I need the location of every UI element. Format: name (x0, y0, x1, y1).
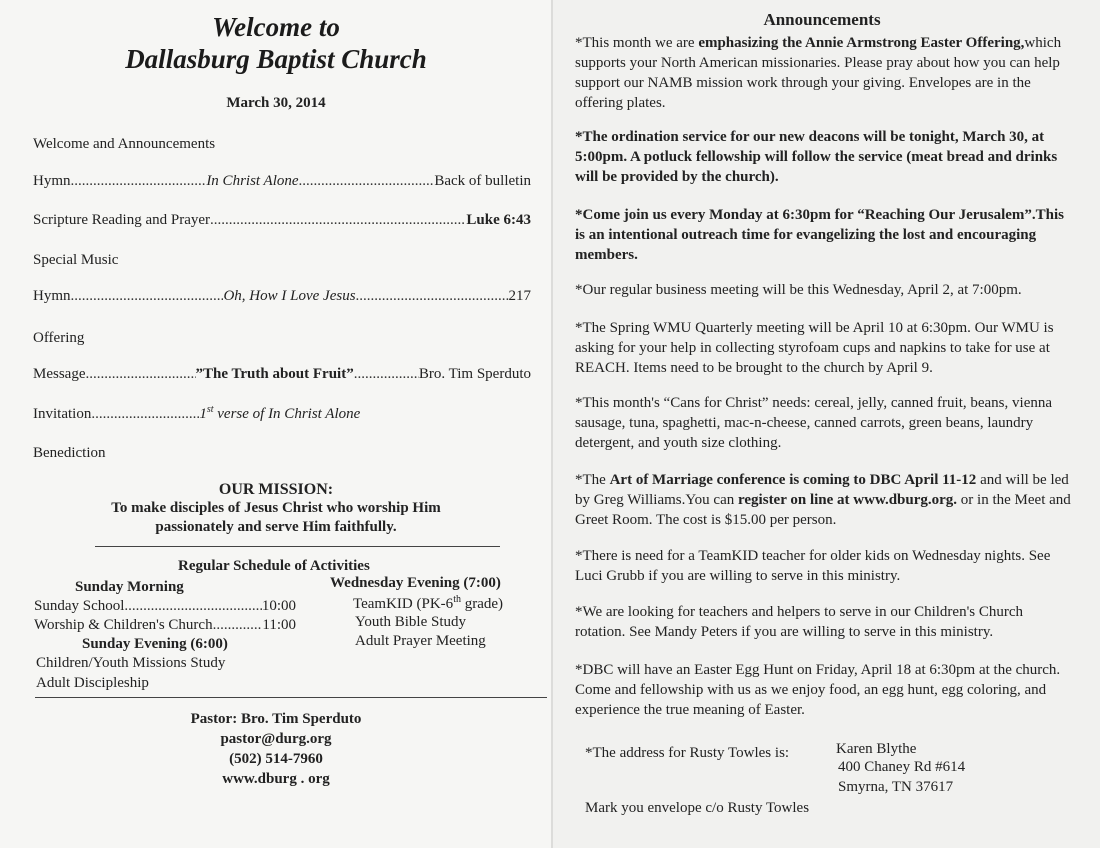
pastor-email: pastor@durg.org (220, 731, 332, 747)
address-line-3: Smyrna, TN 37617 (838, 779, 954, 795)
address-line-2: 400 Chaney Rd #614 (838, 759, 966, 775)
announcement-business-meeting: *Our regular business meeting will be this Wednesday, April 2, at 7:00pm. (575, 282, 1022, 298)
schedule-adult-prayer: Adult Prayer Meeting (355, 633, 486, 649)
schedule-worship: Worship & Children's Church ..... 11:00 (34, 617, 296, 634)
order-special-music: Special Music (33, 252, 119, 268)
order-scripture: Scripture Reading and Prayer ..... Luke 6:43 (33, 212, 531, 229)
schedule-heading: Regular Schedule of Activities (178, 558, 370, 574)
announcement-cans-for-christ: *This month's “Cans for Christ” needs: cereal, jelly, canned fruit, beans, vienna sausage, tuna, spaghetti, mac-n-cheese, canned carrots, green beans, laundry detergent, and youth size clothing. (575, 395, 1053, 451)
order-invitation: Invitation ..... 1st verse of In Christ Alone (33, 404, 531, 423)
mission-line-1: To make disciples of Jesus Christ who worship Him (111, 500, 441, 516)
order-offering: Offering (33, 330, 85, 346)
church-website: www.dburg . org (222, 771, 330, 787)
schedule-teamkid: TeamKID (PK-6th grade) (353, 594, 504, 612)
address-label: *The address for Rusty Towles is: (585, 745, 790, 761)
church-name: Dallasburg Baptist Church (125, 44, 427, 74)
announcement-teamkid-teacher: *There is need for a TeamKID teacher for older kids on Wednesday nights. See Luci Grubb if you are willing to serve in this ministry. (575, 548, 1051, 584)
schedule-sunday-school: Sunday School ..... 10:00 (34, 598, 296, 615)
announcement-art-of-marriage: *The Art of Marriage conference is coming to DBC April 11-12 and will be led by Greg Williams.You can register on line at www.dburg.org. or in the Meet and Greet Room. The cost is $15.00 per person. (575, 472, 1071, 528)
order-hymn-2: Hymn ..... Oh, How I Love Jesus ..... 217 (33, 288, 531, 305)
sunday-morning-title: Sunday Morning (75, 579, 184, 595)
address-line-1: Karen Blythe (836, 741, 917, 757)
schedule-adult-discipleship: Adult Discipleship (36, 675, 149, 691)
schedule-missions-study: Children/Youth Missions Study (36, 655, 226, 671)
announcement-annie-armstrong: *This month we are emphasizing the Annie Armstrong Easter Offering,which supports your North American missionaries. Please pray about how you can help support our NAMB mission work through your giving. Envelopes are in the offering plates. (575, 35, 1062, 111)
wednesday-evening-title: Wednesday Evening (7:00) (330, 575, 501, 591)
mission-rule (95, 546, 500, 547)
schedule-rule (35, 697, 547, 698)
order-message: Message ..... ”The Truth about Fruit” ..... Bro. Tim Sperduto (33, 366, 531, 383)
pastor-phone: (502) 514-7960 (229, 751, 323, 767)
announcement-egg-hunt: *DBC will have an Easter Egg Hunt on Friday, April 18 at 6:30pm at the church. Come and fellowship with us as we enjoy food, an egg hunt, egg coloring, and experience the true meaning of Easter. (575, 662, 1061, 718)
announcements-title: Announcements (763, 10, 881, 29)
order-hymn-1: Hymn ..... In Christ Alone ..... Back of bulletin (33, 173, 531, 190)
schedule-youth-bible: Youth Bible Study (355, 614, 467, 630)
envelope-note: Mark you envelope c/o Rusty Towles (585, 800, 810, 816)
announcement-wmu: *The Spring WMU Quarterly meeting will be April 10 at 6:30pm. Our WMU is asking for your help in collecting styrofoam cups and napkins to take for use at REACH. Items need to be brought to the church by April 9. (575, 320, 1054, 376)
announcement-reaching-jerusalem: *Come join us every Monday at 6:30pm for “Reaching Our Jerusalem”.This is an intentional outreach time for evangelizing the lost and encouraging members. (575, 207, 1065, 263)
bulletin-date: March 30, 2014 (226, 95, 326, 111)
announcement-childrens-church: *We are looking for teachers and helpers to serve in our Children's Church rotation. See Mandy Peters if you are willing to serve in this ministry. (575, 604, 1024, 640)
pastor-name: Pastor: Bro. Tim Sperduto (190, 711, 362, 727)
mission-line-2: passionately and serve Him faithfully. (155, 519, 397, 535)
mission-heading: OUR MISSION: (218, 481, 334, 498)
sunday-evening-title: Sunday Evening (6:00) (82, 636, 228, 652)
order-welcome: Welcome and Announcements (33, 136, 216, 152)
welcome-title: Welcome to (212, 12, 340, 42)
order-benediction: Benediction (33, 445, 106, 461)
announcement-ordination: *The ordination service for our new deacons will be tonight, March 30, at 5:00pm. A potluck fellowship will follow the service (meat bread and drinks will be provided by the church). (575, 129, 1058, 185)
